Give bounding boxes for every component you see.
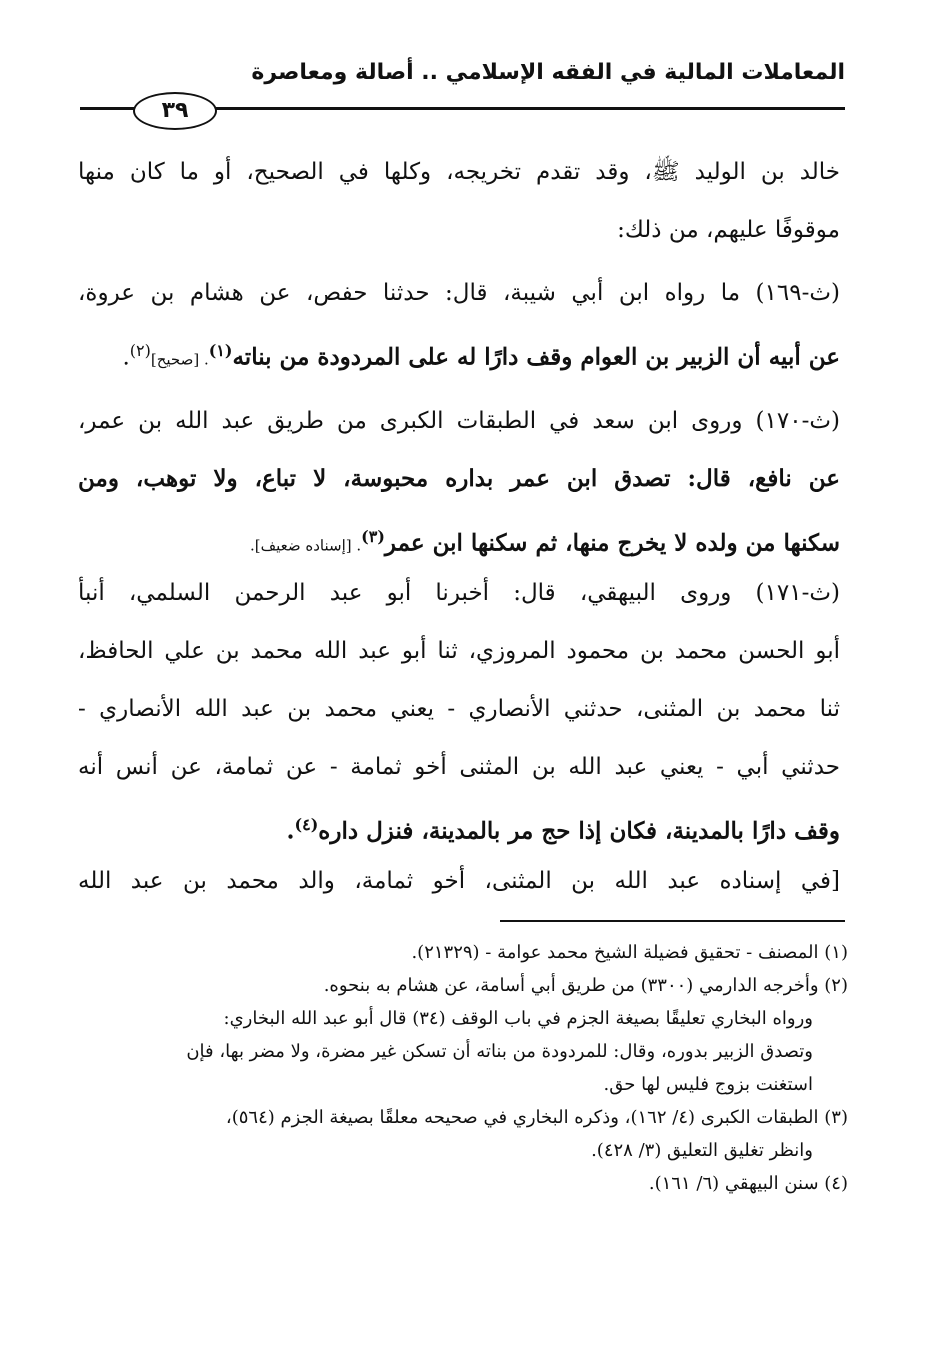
- footnote-separator: [500, 920, 845, 922]
- grade-label: . [إسناده ضعيف].: [249, 536, 362, 555]
- text-line-bold: [78, 322, 840, 380]
- footnote-ref-1: (١): [208, 341, 233, 360]
- paragraph-isnad-note: [78, 852, 840, 910]
- end-dot: .: [122, 344, 130, 371]
- text-line: ثنا محمد بن المثنى، حدثني الأنصاري - يعني محمد بن عبد الله الأنصاري -: [78, 696, 840, 722]
- end-dot: .: [286, 817, 295, 845]
- footnote-2-cont: وتصدق الزبير بدوره، وقال: للمردودة من بناته أن تسكن غير مضرة، ولا مضر بها، فإن: [186, 1041, 813, 1062]
- athar-text: سكنها من ولده لا يخرج منها، ثم سكنها ابن عمر: [384, 529, 840, 557]
- text-line: (ث-١٧١) وروى البيهقي، قال: أخبرنا أبو عبد الرحمن السلمي، أنبأ: [78, 580, 840, 606]
- text-line-bold: عن نافع، قال: تصدق ابن عمر بداره محبوسة، لا تباع، ولا توهب، ومن: [78, 465, 840, 492]
- grade-label: . [صحيح]: [150, 350, 209, 369]
- text-line: موقوفًا عليهم، من ذلك:: [617, 217, 840, 243]
- athar-text: وقف دارًا بالمدينة، فكان إذا حج مر بالمدينة، فنزل داره: [318, 817, 840, 845]
- text-line: حدثني أبي - يعني عبد الله بن المثنى أخو ثمامة - عن ثمامة، عن أنس أنه: [78, 754, 840, 780]
- text-line: خالد بن الوليد ﷺ، وقد تقدم تخريجه، وكلها في الصحيح، أو ما كان منها: [78, 159, 840, 185]
- footnote-2-cont: استغنت بزوج فليس لها حق.: [603, 1074, 813, 1095]
- paragraph-athar-170: [78, 392, 840, 566]
- text-line: أبو الحسن محمد بن محمود المروزي، ثنا أبو عبد الله محمد بن علي الحافظ،: [78, 638, 840, 664]
- footnote-2: (٢) وأخرجه الدارمي (٣٣٠٠) من طريق أبي أسامة، عن هشام به بنحوه.: [323, 975, 848, 996]
- footnote-1: (١) المصنف - تحقيق فضيلة الشيخ محمد عوامة - (٢١٣٢٩).: [411, 942, 848, 963]
- footnote-2-cont: ورواه البخاري تعليقًا بصيغة الجزم في باب الوقف (٣٤) قال أبو عبد الله البخاري:: [223, 1008, 813, 1029]
- running-header-title: المعاملات المالية في الفقه الإسلامي .. أصالة ومعاصرة: [251, 60, 845, 85]
- footnote-ref-2: (٢): [129, 341, 151, 360]
- text-line: (ث-١٦٩) ما رواه ابن أبي شيبة، قال: حدثنا حفص، عن هشام بن عروة،: [78, 280, 840, 306]
- text-line: [في إسناده عبد الله بن المثنى، أخو ثمامة، والد محمد بن عبد الله: [78, 868, 840, 894]
- footnote-ref-3: (٣): [361, 527, 385, 546]
- footnote-3-cont: وانظر تغليق التعليق (٣/ ٤٢٨).: [591, 1140, 813, 1161]
- footnotes-section: [78, 936, 848, 1200]
- page-number-badge: ٣٩: [133, 92, 217, 130]
- athar-text: عن أبيه أن الزبير بن العوام وقف دارًا له على المردودة من بناته: [232, 343, 840, 371]
- text-line: (ث-١٧٠) وروى ابن سعد في الطبقات الكبرى من طريق عبد الله بن عمر،: [78, 408, 840, 434]
- footnote-4: (٤) سنن البيهقي (٦/ ١٦١).: [648, 1173, 848, 1194]
- paragraph-athar-171: [78, 564, 840, 854]
- footnote-3: (٣) الطبقات الكبرى (٤/ ١٦٢)، وذكره البخاري في صحيحه معلقًا بصيغة الجزم (٥٦٤)،: [225, 1107, 848, 1128]
- paragraph-athar-169: [78, 264, 840, 380]
- text-line-bold: [78, 796, 840, 854]
- text-line-bold: [78, 508, 840, 566]
- footnote-ref-4: (٤): [294, 815, 319, 834]
- paragraph-intro: [78, 143, 840, 259]
